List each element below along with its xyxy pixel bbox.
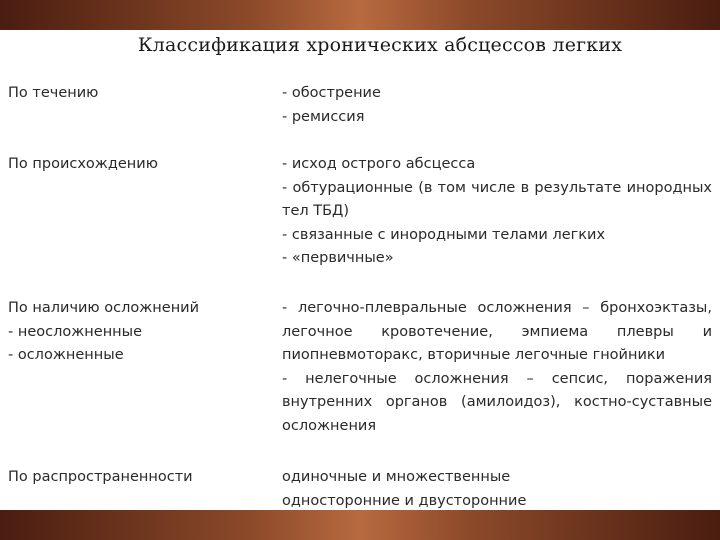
row-label-complications xyxy=(8,297,268,368)
row-items-course xyxy=(282,82,712,129)
row-items-origin xyxy=(282,153,712,271)
list-item: - нелегочные осложнения – сепсис, поражения внутренних органов (амилоидоз), костно-суставные осложнения xyxy=(282,370,712,434)
sublabel-item: - неосложненные xyxy=(8,323,143,340)
row-label-extent: По распространенности xyxy=(8,469,193,485)
row-label-text: По наличию осложнений xyxy=(8,300,200,316)
list-item: - связанные с инородными телами легких xyxy=(282,226,606,243)
row-label-course: По течению xyxy=(8,85,99,101)
sublabel-item: - осложненные xyxy=(8,347,124,363)
list-item: - обтурационные (в том числе в результате инородных тел ТБД) xyxy=(282,179,712,219)
row-items-extent xyxy=(282,466,712,513)
list-item: - исход острого абсцесса xyxy=(282,156,476,172)
list-item: одиночные и множественные xyxy=(282,469,511,485)
list-item: - легочно-плевральные осложнения – бронхоэктазы, легочное кровотечение, эмпиема плевры и пиопневмоторакс, вторичные легочные гнойники xyxy=(282,300,712,363)
list-item: - «первичные» xyxy=(282,250,394,266)
list-item: - обострение xyxy=(282,85,381,101)
slide-title: Классификация хронических абсцессов легких xyxy=(137,34,623,56)
footer-decorative-band xyxy=(0,510,720,540)
row-label-origin: По происхождению xyxy=(8,156,158,172)
list-item: односторонние и двусторонние xyxy=(282,492,527,509)
list-item: - ремиссия xyxy=(282,108,365,125)
header-decorative-band xyxy=(0,0,720,30)
row-items-complications xyxy=(282,297,712,438)
